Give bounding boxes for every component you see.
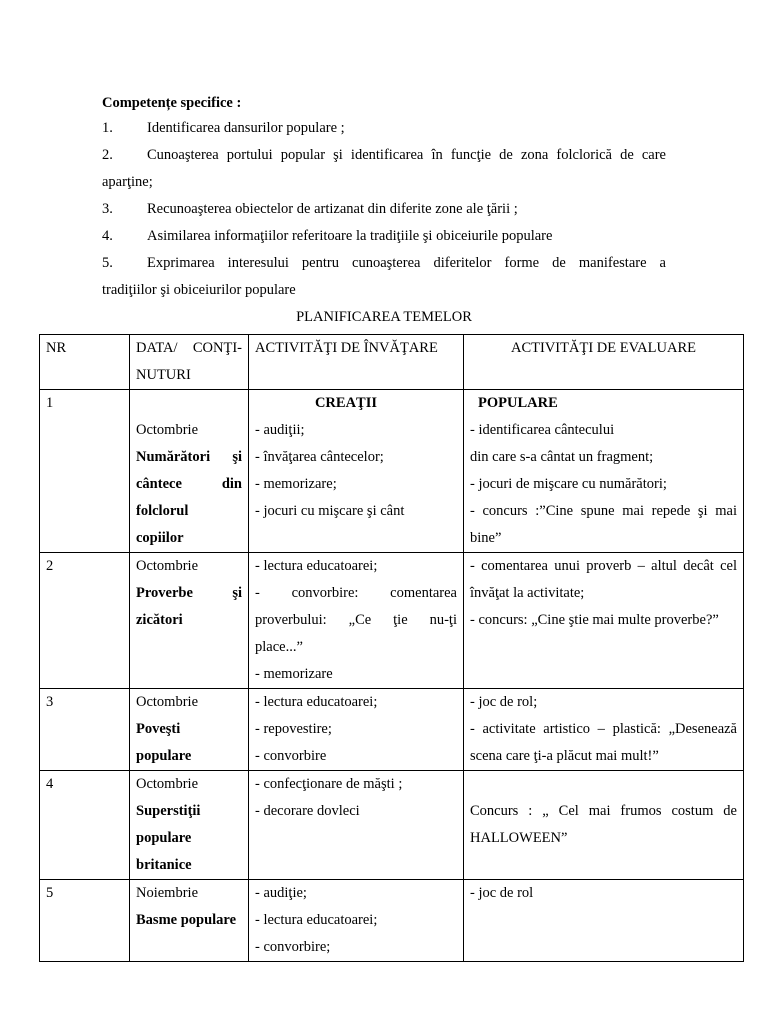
table-row — [40, 689, 744, 771]
row-learning: - lectura educatoarei; - repovestire; - convorbire — [249, 689, 464, 771]
competences-heading: Competențe specifice : — [102, 95, 242, 111]
row-nr: 3 — [40, 689, 130, 771]
banner-populare: POPULARE — [478, 395, 558, 411]
row-date-content: Octombrie Numărători şi cântece din folclorul copiilor — [130, 390, 249, 553]
competence-item-5: 5. Exprimarea interesului pentru cunoaşterea diferitelor forme de manifestare a tradiţiilor şi obiceiurilor populare — [102, 255, 666, 298]
row-learning: CREAŢII - audiţii; - învăţarea cântecelor; - memorizare; - jocuri cu mişcare şi cânt — [249, 390, 464, 553]
header-data: DATA/ CONŢI- NUTURI — [130, 335, 249, 390]
row-nr: 1 — [40, 390, 130, 553]
plan-title: PLANIFICAREA TEMELOR — [296, 309, 472, 325]
banner-creatii: CREAŢII — [314, 395, 377, 411]
row-date-content: Octombrie Proverbe şi zicători — [130, 553, 249, 689]
row-learning: - audiţie; - lectura educatoarei; - convorbire; — [249, 880, 464, 962]
row-evaluation: POPULARE - identificarea cântecului din care s-a cântat un fragment; - jocuri de mişcare cu numărători; - concurs :”Cine spune mai repede şi mai bine” — [464, 390, 744, 553]
row-evaluation: - comentarea unui proverb – altul decât cel învăţat la activitate; - concurs: „Cine ştie mai multe proverbe?” — [464, 553, 744, 689]
table-row — [40, 771, 744, 880]
table-row — [40, 390, 744, 553]
themes-table — [39, 334, 744, 962]
competence-item-3: 3. Recunoaşterea obiectelor de artizanat din diferite zone ale ţării ; — [102, 201, 518, 217]
table-row — [40, 553, 744, 689]
table-header-row — [40, 335, 744, 390]
header-learning: ACTIVITĂŢI DE ÎNVĂŢARE — [249, 335, 464, 390]
competence-item-4: 4. Asimilarea informaţiilor referitoare la tradiţiile şi obiceiurile populare — [102, 228, 553, 244]
row-evaluation: - joc de rol; - activitate artistico – plastică: „Desenează scena care ţi-a plăcut mai mult!” — [464, 689, 744, 771]
row-learning: - lectura educatoarei; - convorbire: comentarea proverbului: „Ce ţie nu-ţi place...” - memorizare — [249, 553, 464, 689]
row-learning: - confecţionare de măşti ; - decorare dovleci — [249, 771, 464, 880]
row-nr: 4 — [40, 771, 130, 880]
row-date-content: Octombrie Poveşti populare — [130, 689, 249, 771]
row-nr: 5 — [40, 880, 130, 962]
table-row — [40, 880, 744, 962]
row-evaluation: Concurs : „ Cel mai frumos costum de HALLOWEEN” — [464, 771, 744, 880]
row-date-content: Noiembrie Basme populare — [130, 880, 249, 962]
row-nr: 2 — [40, 553, 130, 689]
competence-item-2: 2. Cunoaşterea portului popular şi identificarea în funcţie de zona folclorică de care aparţine; — [102, 147, 666, 190]
row-evaluation: - joc de rol — [464, 880, 744, 962]
competence-item-1: 1. Identificarea dansurilor populare ; — [102, 120, 345, 136]
header-evaluation: ACTIVITĂŢI DE EVALUARE — [464, 335, 744, 390]
row-date-content: Octombrie Superstiţii populare britanice — [130, 771, 249, 880]
header-nr: NR — [40, 335, 130, 390]
